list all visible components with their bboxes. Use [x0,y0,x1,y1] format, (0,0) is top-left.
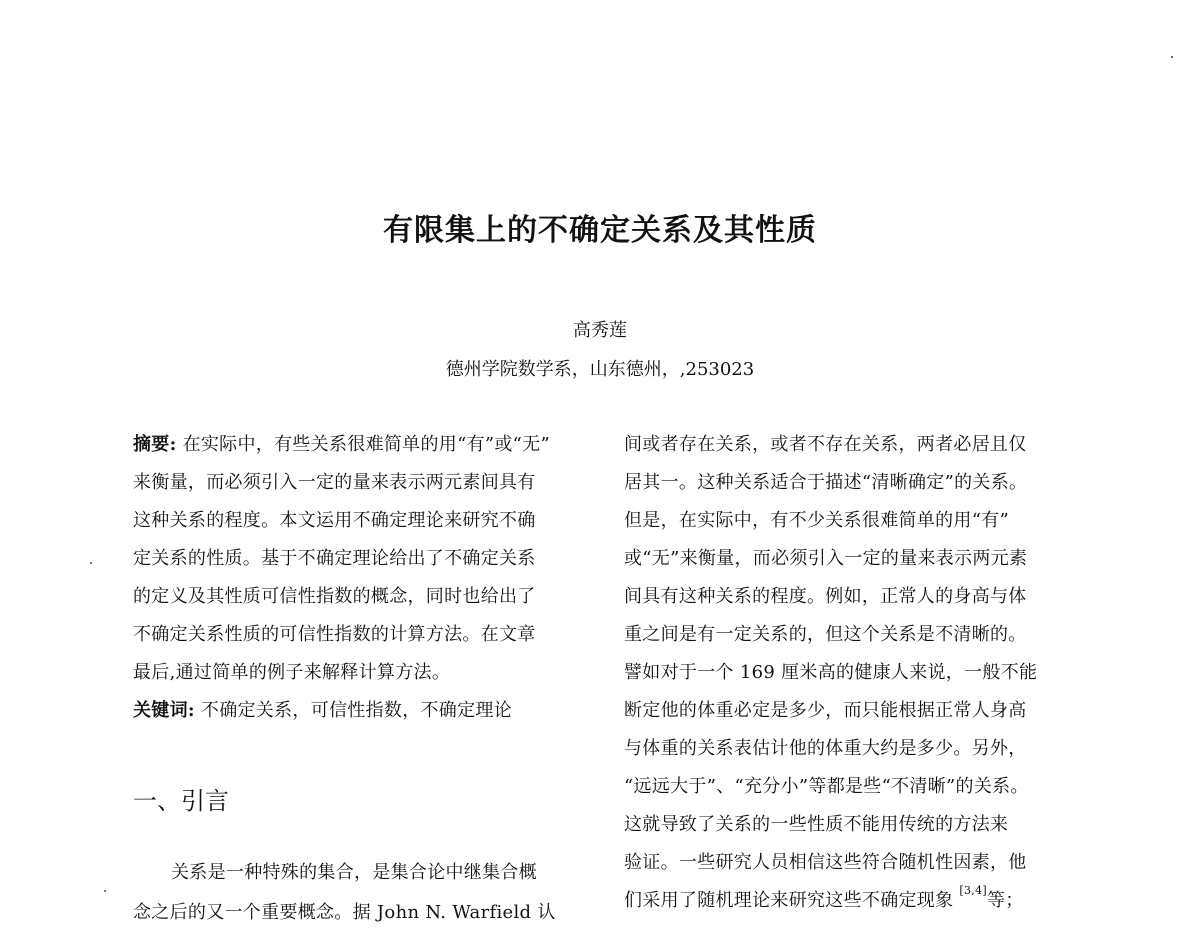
keywords-line [133,696,512,722]
keywords-label: 关键词: [133,700,195,721]
body-line-text: 等； [987,890,1024,911]
body-line: 与体重的关系表估计他的体重大约是多少。另外， [624,738,1027,759]
abstract-line: 来衡量，而必须引入一定的量来表示两元素间具有 [133,472,536,493]
abstract-line: 不确定关系性质的可信性指数的计算方法。在文章 [133,624,536,645]
body-line-text: 们采用了随机理论来研究这些不确定现象 [624,890,960,911]
abstract-label: 摘要: [133,434,177,455]
author-affiliation: 德州学院数学系，山东德州，,253023 [445,359,755,380]
abstract-line: 这种关系的程度。本文运用不确定理论来研究不确 [133,510,536,531]
body-line: 譬如对于一个 169 厘米高的健康人来说，一般不能 [624,662,1038,683]
intro-line: 关系是一种特殊的集合，是集合论中继集合概 [171,862,537,883]
body-line: 重之间是有一定关系的，但这个关系是不清晰的。 [624,624,1027,645]
abstract-text: 在实际中，有些关系很难简单的用“有”或“无” [182,434,550,455]
abstract-line [133,430,550,456]
body-line: “远远大于”、“充分小”等都是些“不清晰”的关系。 [624,776,1029,797]
body-line: 断定他的体重必定是多少，而只能根据正常人身高 [624,700,1027,721]
body-line: 间具有这种关系的程度。例如，正常人的身高与体 [624,586,1027,607]
scan-speck [1171,56,1173,58]
body-line: 验证。一些研究人员相信这些符合随机性因素，他 [624,852,1027,873]
body-line: 但是，在实际中，有不少关系很难简单的用“有” [624,510,1010,531]
scan-speck [90,562,92,564]
section-heading: 一、引言 [133,787,229,815]
body-line: 居其一。这种关系适合于描述“清晰确定”的关系。 [624,472,1028,493]
body-line: 这就导致了关系的一些性质不能用传统的方法来 [624,814,1009,835]
intro-line: 念之后的又一个重要概念。据 John N. Warfield 认 [133,902,556,923]
body-line [624,886,1024,912]
scan-speck [104,890,106,892]
abstract-line: 最后,通过简单的例子来解释计算方法。 [133,662,451,683]
body-line: 间或者存在关系，或者不存在关系，两者必居且仅 [624,434,1027,455]
author-name: 高秀莲 [573,320,627,341]
abstract-line: 的定义及其性质可信性指数的概念，同时也给出了 [133,586,536,607]
abstract-line: 定关系的性质。基于不确定理论给出了不确定关系 [133,548,536,569]
keywords-text: 不确定关系，可信性指数，不确定理论 [200,700,512,721]
paper-title: 有限集上的不确定关系及其性质 [383,213,817,248]
citation-ref: [3,4] [959,884,987,897]
body-line: 或“无”来衡量，而必须引入一定的量来表示两元素 [624,548,1028,569]
